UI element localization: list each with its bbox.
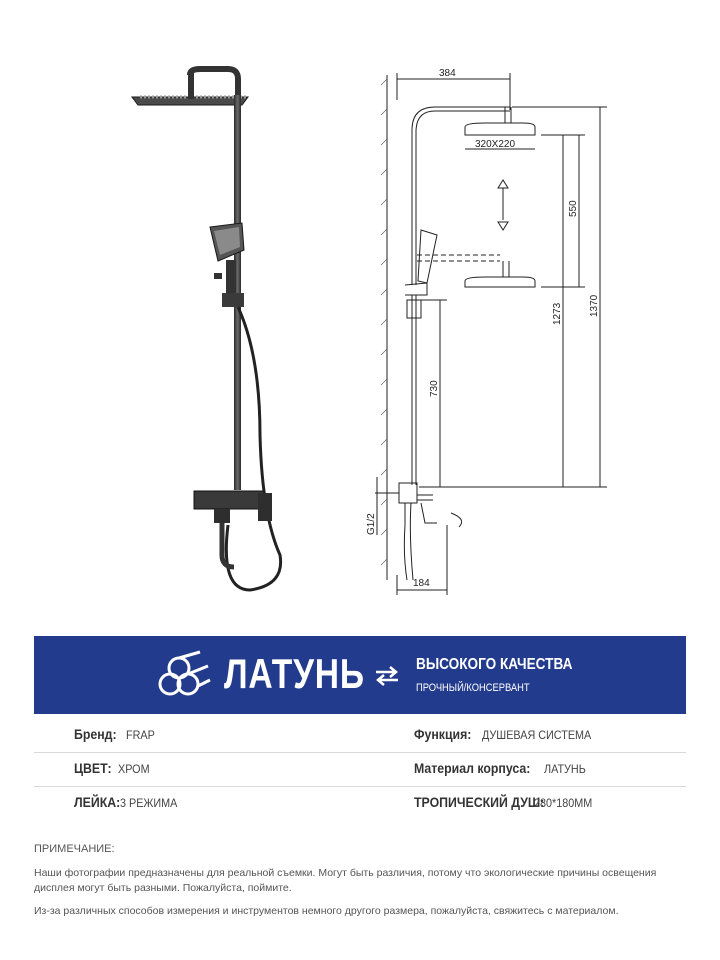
spec-value: FRAP	[126, 728, 155, 742]
dim-bottom-width: 184	[413, 578, 430, 589]
dim-thread: G1/2	[366, 513, 377, 535]
spec-value: ЛАТУНЬ	[544, 762, 586, 776]
spec-row	[34, 718, 686, 753]
dim-head-size: 320X220	[475, 139, 516, 150]
spec-key: Бренд:	[74, 726, 117, 742]
swap-arrows-icon	[372, 664, 402, 688]
spec-value: 3 РЕЖИМА	[120, 796, 178, 810]
spec-value: ХРОМ	[118, 762, 150, 776]
spec-key: ЦВЕТ:	[74, 760, 112, 776]
spec-row	[34, 786, 686, 820]
material-banner	[34, 636, 686, 714]
brass-bars-icon	[154, 644, 214, 704]
quality-title: ВЫСОКОГО КАЧЕСТВА	[416, 656, 573, 673]
note-title: ПРИМЕЧАНИЕ:	[34, 843, 115, 855]
product-photo	[110, 55, 350, 615]
dim-height-total: 1370	[589, 294, 600, 317]
spec-value: 280*180ММ	[534, 796, 593, 810]
quality-subtitle: ПРОЧНЫЙ/КОНСЕРВАНТ	[416, 682, 530, 694]
note-text: Наши фотографии предназначены для реальной съемки. Могут быть различия, потому что экологические причины освещения дисплея могут быть разными. Пожалуйста, поймите.	[34, 867, 657, 894]
note-text: Из-за различных способов измерения и инструментов немного другого размера, пожалуйста, свяжитесь с материалом.	[34, 905, 619, 917]
dim-top-width: 384	[439, 68, 456, 79]
dim-mixer-height: 730	[429, 380, 440, 397]
spec-key: Функция:	[414, 726, 472, 742]
spec-key: Материал корпуса:	[414, 760, 531, 776]
spec-key: ЛЕЙКА:	[74, 794, 121, 810]
dim-height-arm: 1273	[552, 302, 563, 325]
dim-slide: 550	[568, 200, 579, 217]
spec-row	[34, 752, 686, 787]
spec-key: ТРОПИЧЕСКИЙ ДУШ:	[414, 794, 545, 810]
dimension-drawing	[355, 55, 720, 600]
spec-value: ДУШЕВАЯ СИСТЕМА	[482, 728, 592, 742]
material-title: ЛАТУНЬ	[224, 650, 365, 697]
